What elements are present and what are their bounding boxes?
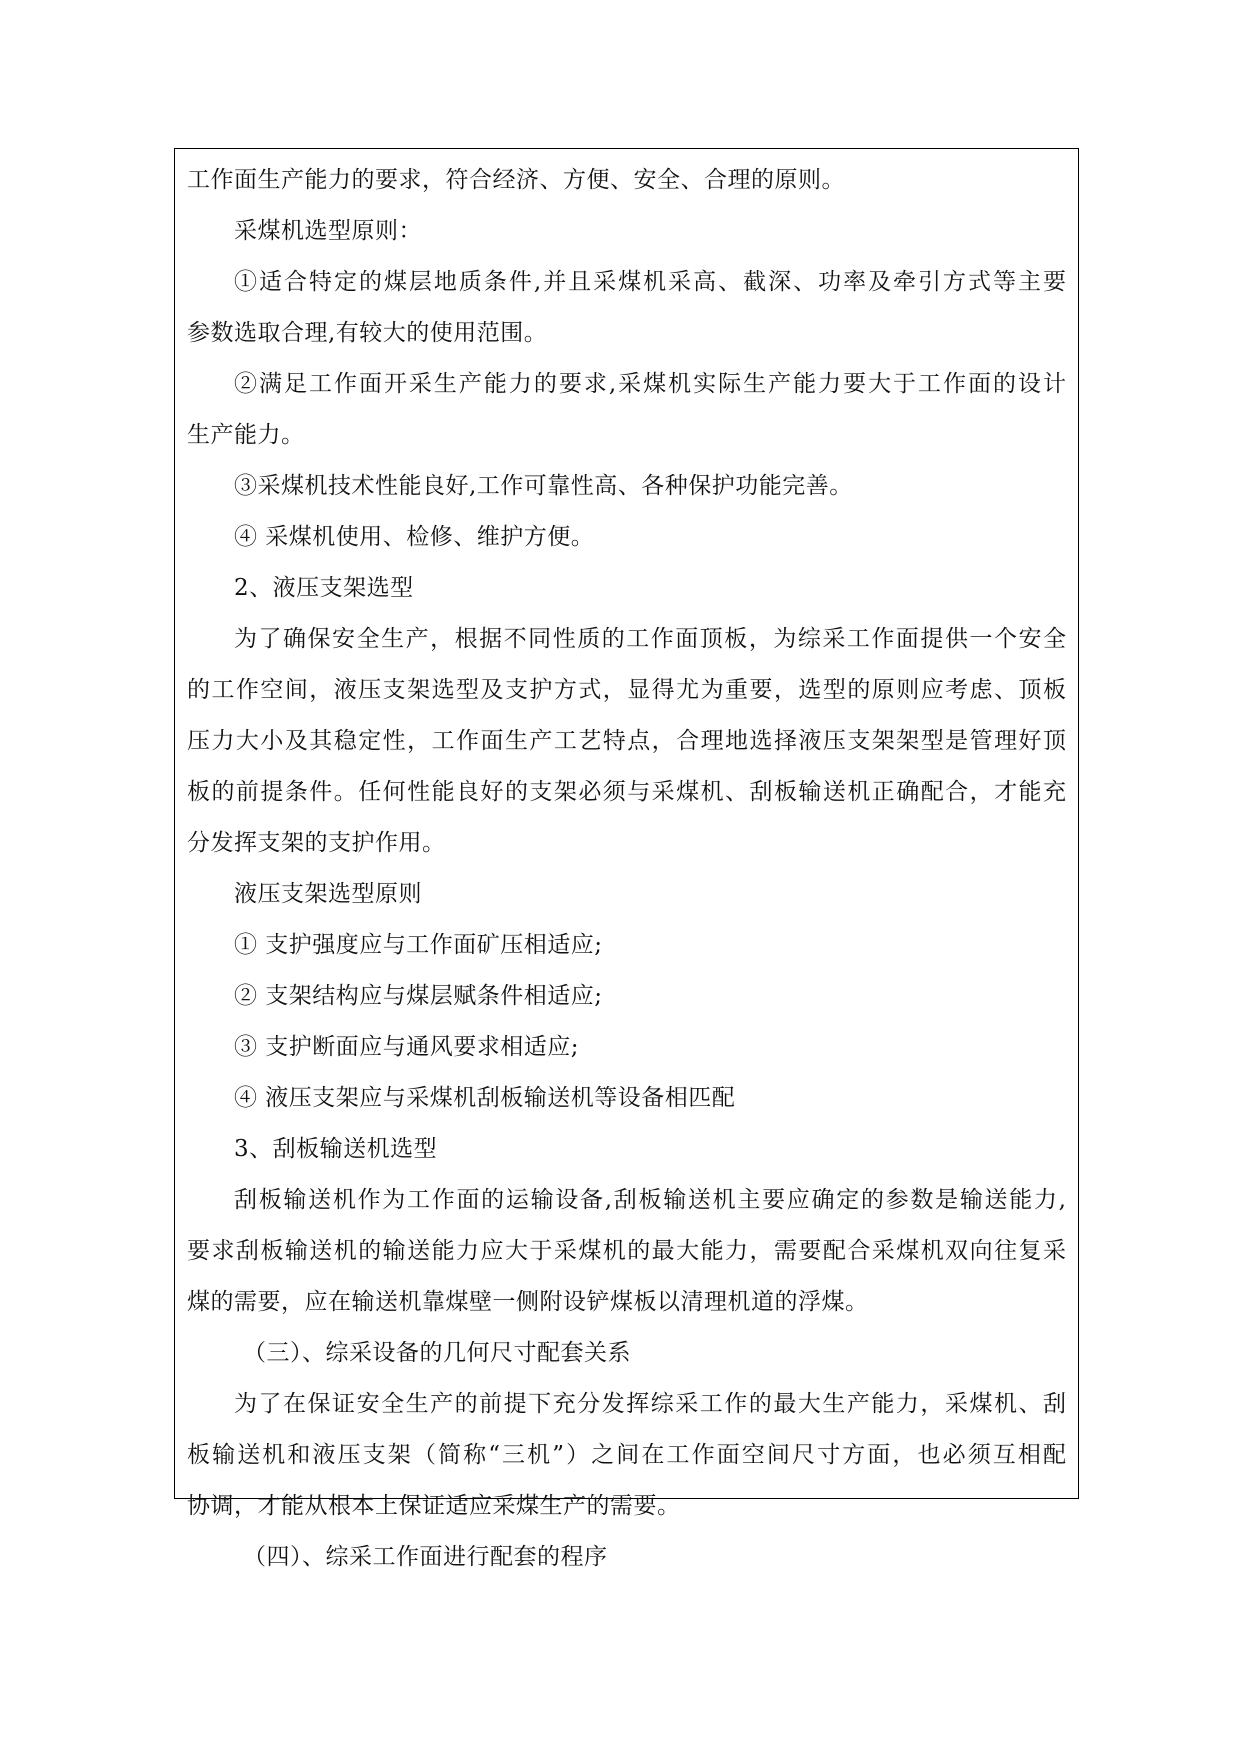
paragraph-line: ④ 采煤机使用、检修、维护方便。 <box>234 524 595 550</box>
section-heading: 液压支架选型原则 <box>234 881 422 907</box>
section-heading: （四）、综采工作面进行配套的程序 <box>243 1544 608 1570</box>
document-frame <box>174 148 1079 1570</box>
paragraph-line: 生产能力。 <box>187 422 305 448</box>
paragraph-line: 为了在保证安全生产的前提下充分发挥综采工作的最大生产能力，采煤机、刮 <box>234 1391 1066 1417</box>
paragraph-line: 刮板输送机作为工作面的运输设备,刮板输送机主要应确定的参数是输送能力, <box>234 1187 1066 1213</box>
paragraph-line: 要求刮板输送机的输送能力应大于采煤机的最大能力，需要配合采煤机双向往复采 <box>187 1238 1066 1264</box>
section-heading: 2、液压支架选型 <box>234 575 414 601</box>
paragraph-line: ①适合特定的煤层地质条件,并且采煤机采高、截深、功率及牵引方式等主要 <box>234 269 1066 295</box>
paragraph-line: 的工作空间，液压支架选型及支护方式，显得尤为重要，选型的原则应考虑、顶板 <box>187 677 1066 703</box>
section-heading: 采煤机选型原则： <box>234 218 422 244</box>
section-heading: 3、刮板输送机选型 <box>234 1136 438 1162</box>
paragraph-line: 参数选取合理,有较大的使用范围。 <box>187 320 548 346</box>
paragraph-line: 板输送机和液压支架（简称“三机”）之间在工作面空间尺寸方面，也必须互相配 <box>187 1442 1066 1468</box>
paragraph-line: 板的前提条件。任何性能良好的支架必须与采煤机、刮板输送机正确配合，才能充 <box>187 779 1066 805</box>
paragraph-line: 压力大小及其稳定性，工作面生产工艺特点，合理地选择液压支架架型是管理好顶 <box>187 728 1066 754</box>
paragraph-line: ③采煤机技术性能良好,工作可靠性高、各种保护功能完善。 <box>234 473 853 499</box>
list-item: ② 支架结构应与煤层赋条件相适应; <box>234 983 603 1009</box>
paragraph-line: 煤的需要，应在输送机靠煤壁一侧附设铲煤板以清理机道的浮煤。 <box>187 1289 869 1315</box>
list-item: ③ 支护断面应与通风要求相适应; <box>234 1034 580 1060</box>
paragraph-line: 协调，才能从根本上保证适应采煤生产的需要。 <box>187 1493 681 1519</box>
paragraph-line: 分发挥支架的支护作用。 <box>187 830 446 856</box>
paragraph-line: ②满足工作面开采生产能力的要求,采煤机实际生产能力要大于工作面的设计 <box>234 371 1066 397</box>
list-item: ④ 液压支架应与采煤机刮板输送机等设备相匹配 <box>234 1085 736 1111</box>
paragraph-line: 工作面生产能力的要求，符合经济、方便、安全、合理的原则。 <box>187 167 845 193</box>
list-item: ① 支护强度应与工作面矿压相适应; <box>234 932 603 958</box>
paragraph-line: 为了确保安全生产，根据不同性质的工作面顶板，为综采工作面提供一个安全 <box>234 626 1066 652</box>
section-heading: （三）、综采设备的几何尺寸配套关系 <box>243 1340 631 1366</box>
